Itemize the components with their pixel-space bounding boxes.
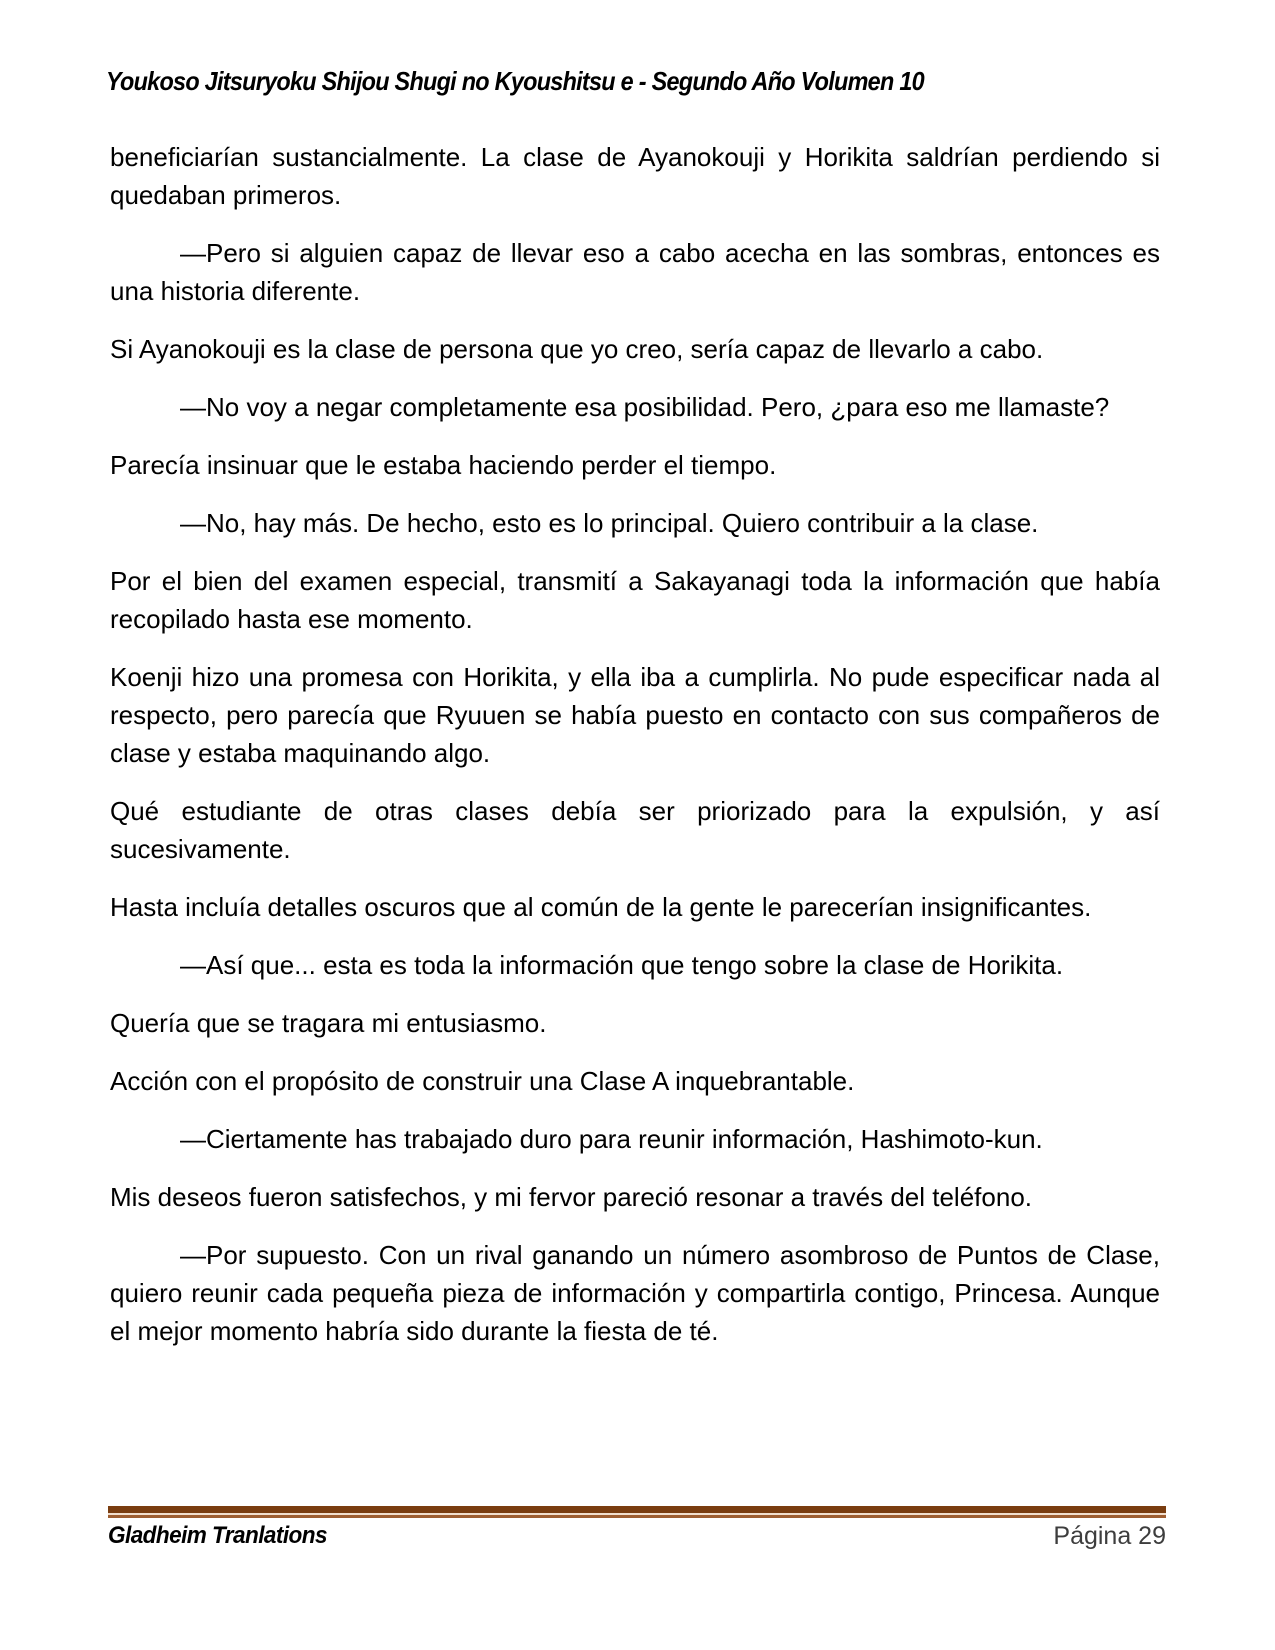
body-paragraph: Koenji hizo una promesa con Horikita, y ella iba a cumplirla. No pude especificar nada al respecto, pero parecía que Ryuuen se había puesto en contacto con sus compañeros de clase y estaba maquinando algo. [110,662,1160,768]
body-paragraph: —Por supuesto. Con un rival ganando un número asombroso de Puntos de Clase, quiero reunir cada pequeña pieza de información y compartirla contigo, Princesa. Aunque el mejor momento habría sido durante la fiesta de té. [110,1240,1160,1346]
body-paragraph: beneficiarían sustancialmente. La clase de Ayanokouji y Horikita saldrían perdiendo si quedaban primeros. [110,142,1160,210]
body-paragraph: Por el bien del examen especial, transmití a Sakayanagi toda la información que había recopilado hasta ese momento. [110,566,1160,634]
body-paragraph: Parecía insinuar que le estaba haciendo perder el tiempo. [110,450,777,480]
body-paragraph: —Así que... esta es toda la información que tengo sobre la clase de Horikita. [180,950,1064,980]
body-paragraph: —Ciertamente has trabajado duro para reunir información, Hashimoto-kun. [180,1124,1043,1154]
body-paragraph: Acción con el propósito de construir una Clase A inquebrantable. [110,1066,855,1096]
body-text-column [110,138,1160,1370]
page-header-title: Youkoso Jitsuryoku Shijou Shugi no Kyoushitsu e - Segundo Año Volumen 10 [106,66,924,96]
footer-divider-rule [108,1506,1166,1518]
body-paragraph: Si Ayanokouji es la clase de persona que yo creo, sería capaz de llevarlo a cabo. [110,334,1044,364]
body-paragraph: Qué estudiante de otras clases debía ser priorizado para la expulsión, y así sucesivamente. [110,796,1160,864]
footer-page-number: Página 29 [1053,1522,1166,1550]
body-paragraph: —No voy a negar completamente esa posibilidad. Pero, ¿para eso me llamaste? [180,392,1110,422]
footer-rule-thick-band [108,1506,1166,1513]
footer [108,1522,1166,1551]
body-paragraph: Quería que se tragara mi entusiasmo. [110,1008,547,1038]
body-paragraph: Hasta incluía detalles oscuros que al común de la gente le parecerían insignificantes. [110,892,1092,922]
body-paragraph: —Pero si alguien capaz de llevar eso a cabo acecha en las sombras, entonces es una historia diferente. [110,238,1160,306]
footer-rule-thin-band [108,1515,1166,1518]
body-paragraph: —No, hay más. De hecho, esto es lo principal. Quiero contribuir a la clase. [180,508,1039,538]
footer-translator-label: Gladheim Tranlations [108,1522,327,1549]
body-paragraph: Mis deseos fueron satisfechos, y mi fervor pareció resonar a través del teléfono. [110,1182,1032,1212]
